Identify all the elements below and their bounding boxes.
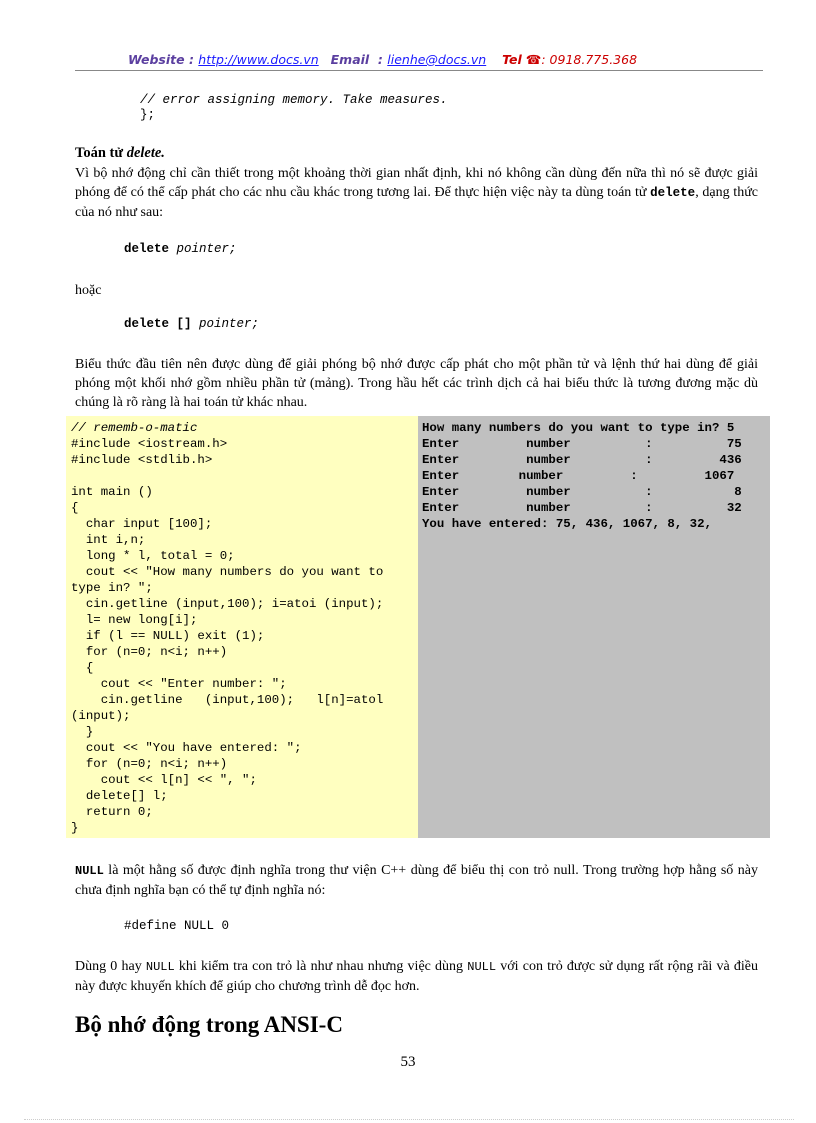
header-divider <box>75 70 763 71</box>
example-output <box>418 416 770 532</box>
page-header: Website : http://www.docs.vn Email : lienhe@docs.vn Tel ☎: 0918.775.368 <box>128 52 638 67</box>
null-usage-paragraph: Dùng 0 hay NULL khi kiểm tra con trỏ là như nhau nhưng việc dùng NULL với con trỏ được sử dụng rất rộng rãi và điều này được khuyến khích để giúp cho chương trình dễ đọc hơn. <box>75 959 759 994</box>
output-line: Enter number : 436 <box>422 453 742 467</box>
output-line: You have entered: 75, 436, 1067, 8, 32, <box>422 517 712 531</box>
code-line: for (n=0; n<i; n++) <box>71 757 228 771</box>
footer-divider <box>24 1119 794 1121</box>
email-link[interactable]: lienhe@docs.vn <box>387 52 487 67</box>
example-output-box <box>418 416 770 838</box>
output-line: Enter number : 75 <box>422 437 742 451</box>
code-line: int main () <box>71 485 153 499</box>
code-line: delete[] l; <box>71 789 168 803</box>
code-line: char input [100]; <box>71 517 213 531</box>
email-label: Email <box>330 52 370 67</box>
code-line: if (l == NULL) exit (1); <box>71 629 265 643</box>
delete-explanation-paragraph: Biểu thức đầu tiên nên được dùng để giải phóng bộ nhớ được cấp phát cho một phần tử và lệnh thứ hai dùng để giải phóng một khối nhớ gồm nhiều phần tử (mảng). Trong hầu hết các trình dịch cả hai biểu thức là tương đương mặc dù chúng là rõ ràng là hai toán tử khác nhau. <box>75 357 758 410</box>
code-closing-line: }; <box>140 108 156 122</box>
delete-syntax-single: delete pointer; <box>124 242 237 256</box>
code-line: cin.getline (input,100); l[n]=atol <box>71 693 384 707</box>
tel-label: Tel <box>502 52 522 67</box>
phone-number: : 0918.775.368 <box>541 52 638 67</box>
code-line: cout << "You have entered: "; <box>71 741 302 755</box>
output-line: Enter number : 32 <box>422 501 742 515</box>
website-link[interactable]: http://www.docs.vn <box>198 52 319 67</box>
code-comment: // rememb-o-matic <box>71 421 198 435</box>
code-line: for (n=0; n<i; n++) <box>71 645 228 659</box>
code-comment-line: // error assigning memory. Take measures. <box>140 93 448 107</box>
section-title-delete: Toán tử delete. <box>75 145 165 161</box>
code-line: long * l, total = 0; <box>71 549 235 563</box>
code-line: #include <stdlib.h> <box>71 453 213 467</box>
output-line: Enter number : 8 <box>422 485 742 499</box>
null-paragraph: NULL là một hằng số được định nghĩa trong thư viện C++ dùng để biểu thị con trỏ null. Trong trường hợp hằng số này chưa định nghĩa bạn có thể tự định nghĩa nó: <box>75 863 758 898</box>
example-code-box <box>66 416 418 838</box>
example-code <box>66 416 418 836</box>
delete-paragraph: Vì bộ nhớ động chỉ cần thiết trong một khoảng thời gian nhất định, khi nó không cần dùng đến nữa thì nó sẽ được giải phóng để có thể cấp phát cho các nhu cầu khác trong tương lai. Để thực hiện việc này ta dùng toán tử delete, dạng thức của nó như sau: <box>75 166 758 220</box>
code-line: l= new long[i]; <box>71 613 198 627</box>
phone-icon: ☎ <box>525 52 542 67</box>
code-line: cout << "Enter number: "; <box>71 677 287 691</box>
code-line: } <box>71 725 94 739</box>
code-line: cout << l[n] << ", "; <box>71 773 257 787</box>
code-line: #include <iostream.h> <box>71 437 228 451</box>
section-heading-ansi-c: Bộ nhớ động trong ANSI-C <box>75 1012 343 1037</box>
define-null-line: #define NULL 0 <box>124 919 230 933</box>
output-line: Enter number : 1067 <box>422 469 735 483</box>
delete-syntax-array: delete [] pointer; <box>124 317 260 331</box>
code-line: { <box>71 661 94 675</box>
code-line: (input); <box>71 709 131 723</box>
output-line: How many numbers do you want to type in? 5 <box>422 421 735 435</box>
code-line: return 0; <box>71 805 153 819</box>
code-line: cin.getline (input,100); i=atoi (input); <box>71 597 384 611</box>
code-line: type in? "; <box>71 581 153 595</box>
page-number: 53 <box>400 1054 416 1070</box>
code-line: } <box>71 821 79 835</box>
code-line: { <box>71 501 79 515</box>
or-text: hoặc <box>75 283 102 298</box>
code-line: cout << "How many numbers do you want to <box>71 565 384 579</box>
website-label: Website <box>128 52 185 67</box>
code-line: int i,n; <box>71 533 146 547</box>
